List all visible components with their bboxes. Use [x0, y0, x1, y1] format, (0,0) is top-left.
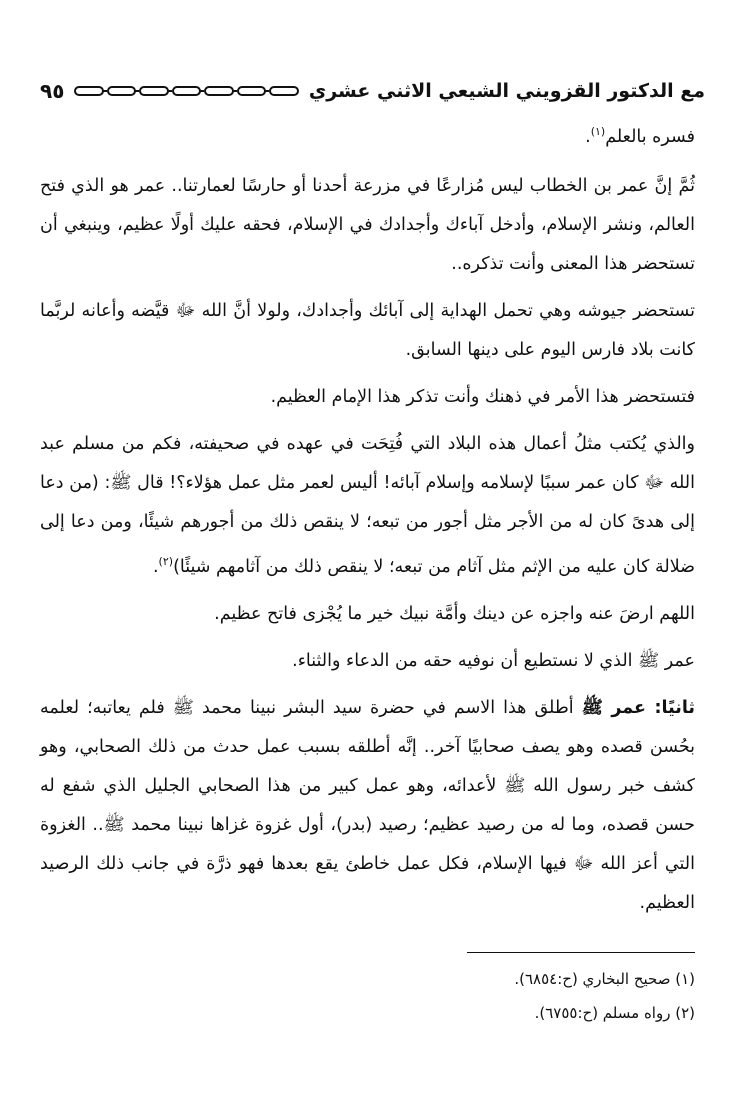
footnote: (٢) رواه مسلم (ح:٦٧٥٥). [534, 1004, 695, 1022]
footnote: (١) صحيح البخاري (ح:٦٨٥٤). [514, 970, 695, 988]
paragraph: ثُمَّ إنَّ عمر بن الخطاب ليس مُزارعًا في مزرعة أحدنا أو حارسًا لعمارتنا.. عمر هو الذي فتح العالم، ونشر الإسلام، وأدخل آباءك وأجدادك في الإسلام، فحقه عليك أولًا عظيم، وينبغي أن تستحضر هذا المعنى وأنت تذكره.. [40, 175, 695, 274]
ornament-divider [74, 84, 298, 98]
footnote-ref: (١) [590, 125, 606, 138]
paragraph: ثانيًا: عمر ﷺ أطلق هذا الاسم في حضرة سيد البشر نبينا محمد ﷺ فلم يعاتبه؛ لعلمه بحُسن قصده وهو يصف صحابيًا آخر.. إنَّه أطلقه بسبب عمل حدث من ذلك الصحابي، وهو كشف خبر رسول الله ﷺ لأعدائه، وهو عمل كبير من هذا الصحابي الجليل الذي شفع له حسن قصده، وما له من رصيد عظيم؛ رصيد (بدر)، أول غزوة غزاها نبينا محمد ﷺ.. الغزوة التي أعز الله ﷻ فيها الإسلام، فكل عمل خاطئ يقع بعدها فهو ذرَّة في جانب ذلك الرصيد العظيم. [40, 697, 695, 913]
footnote-divider [467, 952, 695, 953]
paragraph: تستحضر جيوشه وهي تحمل الهداية إلى آبائك وأجدادك، ولولا أنَّ الله ﷻ قيَّضه وأعانه لربَّما كانت بلاد فارس اليوم على دينها السابق. [40, 300, 695, 360]
footnotes [40, 962, 695, 1030]
running-title: مع الدكتور القزويني الشيعي الاثني عشري [308, 80, 705, 102]
page-number: ٩٥ [40, 79, 65, 103]
page-header [40, 72, 705, 110]
paragraph: فتستحضر هذا الأمر في ذهنك وأنت تذكر هذا الإمام العظيم. [270, 386, 695, 407]
body-text [40, 112, 695, 931]
paragraph: عمر ﷺ الذي لا نستطيع أن نوفيه حقه من الدعاء والثناء. [292, 650, 695, 671]
paragraph: فسره بالعلم$^{(١)}$. [585, 125, 695, 147]
paragraph: والذي يُكتب مثلُ أعمال هذه البلاد التي فُتِحَت في عهده في صحيفته، فكم من مسلم عبد الله ﷻ كان عمر سببًا لإسلامه وإسلام آبائه! أليس لعمر مثل عمل هؤلاء؟! قال ﷺ: (من دعا إلى هدىً كان له من الأجر مثل أجور من تبعه؛ لا ينقص ذلك من أجورهم شيئًا، ومن دعا إلى ضلالة كان عليه من الإثم مثل آثام من تبعه؛ لا ينقص ذلك من آثامهم شيئًا)$^{(٢)}$. [40, 433, 695, 577]
paragraph: اللهم ارضَ عنه واجزه عن دينك وأمَّة نبيك خير ما يُجْزى فاتح عظيم. [214, 603, 695, 624]
footnote-ref: (٢) [158, 554, 174, 568]
section-label: ثانيًا: عمر ﷺ [581, 697, 695, 718]
